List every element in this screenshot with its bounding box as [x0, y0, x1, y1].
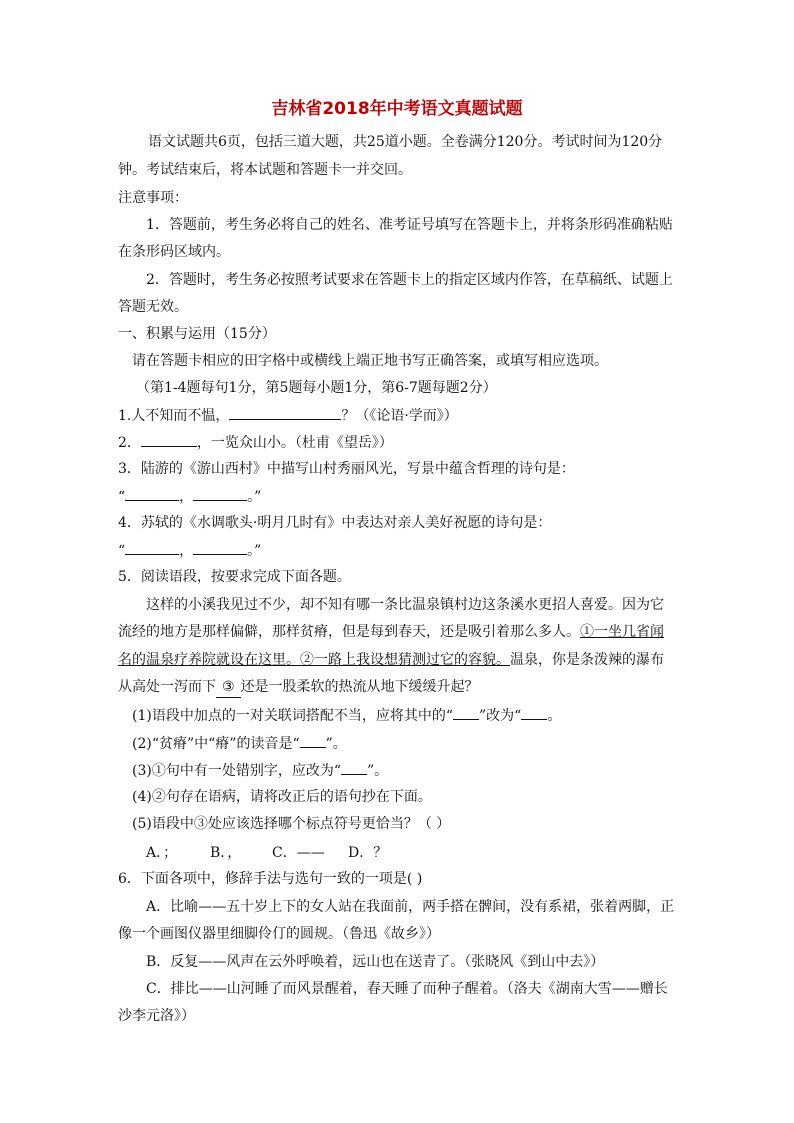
subquestion-3-end: ”。 [367, 763, 389, 779]
passage-line-4 [118, 677, 479, 698]
question-6-option-b[interactable]: B．反复——风声在云外呼唤着，远山也在送青了。（张晓风《到山中去》） [146, 954, 605, 970]
subquestion-4: (4)②句存在语病，请将改正后的语句抄在下面。 [132, 789, 432, 805]
underlined-sentence-1-cont: 名的温泉疗养院就设在这里。 [118, 652, 300, 668]
subquestion-5: (5)语段中③处应该选择哪个标点符号更恰当？（ ） [132, 816, 451, 832]
passage-line-1: 这样的小溪我见过不少，却不知有哪一条比温泉镇村边这条溪水更招人喜爱。因为它 [146, 597, 664, 613]
passage-line-3 [118, 650, 664, 670]
answer-blank[interactable] [125, 486, 179, 501]
answer-blank[interactable] [193, 486, 247, 501]
passage-text: 还是一股柔软的热流从地下缓缓升起？ [240, 679, 479, 695]
passage-line-2 [118, 622, 664, 642]
comma: ， [179, 489, 194, 505]
subquestion-2-end: ”。 [325, 736, 347, 752]
passage-text: 流经的地方是那样偏僻，那样贫瘠，但是每到春天，还是吸引着那么多人。 [118, 624, 580, 640]
question-3: 3．陆游的《游山西村》中描写山村秀丽风光，写景中蕴含哲理的诗句是： [118, 461, 575, 477]
blank-marker-3[interactable]: ③ [216, 677, 241, 698]
option-d[interactable]: D．？ [348, 845, 388, 861]
close-quote: 。” [247, 489, 262, 505]
subquestion-1-text: (1)语段中加点的一对关联词搭配不当，应将其中的“ [132, 708, 453, 724]
open-quote: “ [118, 489, 126, 505]
question-6-option-a-line-2[interactable]: 像一个画图仪器里细脚伶仃的圆规。（鲁迅《故乡》） [118, 926, 440, 942]
note-1-line-1: 1．答题前，考生务必将自己的姓名、准考证号填写在答题卡上，并将条形码准确粘贴 [146, 217, 673, 233]
question-3-answer [118, 486, 261, 507]
exam-title: 吉林省2018年中考语文真题试题 [271, 99, 523, 119]
subquestion-1-end: 。 [547, 708, 562, 724]
answer-blank[interactable] [300, 733, 326, 748]
question-6-option-c-line-1[interactable]: C．排比——山河睡了而风景醒着，春天睡了而种子醒着。（洛夫《湖南大雪——赠长 [146, 981, 668, 997]
subquestion-1 [132, 705, 561, 726]
answer-blank[interactable] [521, 705, 547, 720]
question-1-suffix: ？（《论语·学而》） [341, 408, 458, 424]
section-1-instruction: 请在答题卡相应的田字格中或横线上端正地书写正确答案，或填写相应选项。 [132, 353, 608, 369]
question-6: 6．下面各项中，修辞手法与选句一致的一项是( ) [118, 871, 423, 887]
passage-text: 从高处一泻而下 [118, 679, 216, 695]
answer-blank[interactable] [125, 540, 179, 555]
underlined-sentence-1: ①一坐几省闻 [580, 624, 664, 640]
note-1-line-2: 在条形码区域内。 [118, 244, 230, 260]
question-2-suffix: ，一览众山小。（杜甫《望岳》） [196, 435, 393, 451]
question-1-prefix: 1.人不知而不愠， [118, 408, 230, 424]
answer-blank[interactable] [229, 405, 341, 420]
answer-blank[interactable] [141, 432, 197, 447]
section-1-scoring: （第1-4题每句1分，第5题每小题1分，第6-7题每题2分） [136, 380, 497, 396]
answer-blank[interactable] [193, 540, 247, 555]
question-4: 4．苏轼的《水调歌头·明月几时有》中表达对亲人美好祝愿的诗句是： [118, 515, 552, 531]
subquestion-3-text: (3)①句中有一处错别字，应改为“ [132, 763, 341, 779]
intro-line-2: 钟。考试结束后，将本试题和答题卡一并交回。 [118, 162, 412, 178]
subquestion-3 [132, 760, 388, 781]
question-5: 5．阅读语段，按要求完成下面各题。 [118, 569, 351, 585]
subquestion-2-text: (2)“贫瘠”中“瘠”的读音是“ [132, 736, 300, 752]
answer-blank[interactable] [341, 760, 367, 775]
option-b[interactable]: B．， [210, 845, 242, 861]
answer-blank[interactable] [453, 705, 479, 720]
intro-line-1: 语文试题共6页，包括三道大题，共25道小题。全卷满分120分。考试时间为120分 [148, 134, 663, 150]
open-quote: “ [118, 543, 126, 559]
question-6-option-a-line-1[interactable]: A．比喻——五十岁上下的女人站在我面前，两手搭在髀间，没有系裙，张着两脚，正 [146, 899, 675, 915]
note-2-line-2: 答题无效。 [118, 299, 188, 315]
subquestion-2 [132, 733, 347, 754]
note-2-line-1: 2．答题时，考生务必按照考试要求在答题卡上的指定区域内作答，在草稿纸、试题上 [146, 272, 673, 288]
close-quote: 。” [247, 543, 262, 559]
subquestion-1-mid: ”改为“ [479, 708, 522, 724]
question-4-answer [118, 540, 261, 561]
question-1 [118, 405, 458, 426]
option-c[interactable]: C．—— [272, 845, 325, 861]
option-a[interactable]: A．； [146, 845, 178, 861]
question-2 [118, 432, 393, 453]
question-6-option-c-line-2[interactable]: 沙李元洛》） [118, 1008, 195, 1024]
notes-heading: 注意事项： [118, 190, 188, 206]
comma: ， [179, 543, 194, 559]
section-1-heading: 一、积累与运用（15分） [118, 326, 276, 342]
question-2-prefix: 2． [118, 435, 141, 451]
underlined-sentence-2: ②一路上我设想猜测过它的容貌。 [300, 652, 510, 668]
passage-text: 温泉，你是条泼辣的瀑布 [510, 652, 664, 668]
